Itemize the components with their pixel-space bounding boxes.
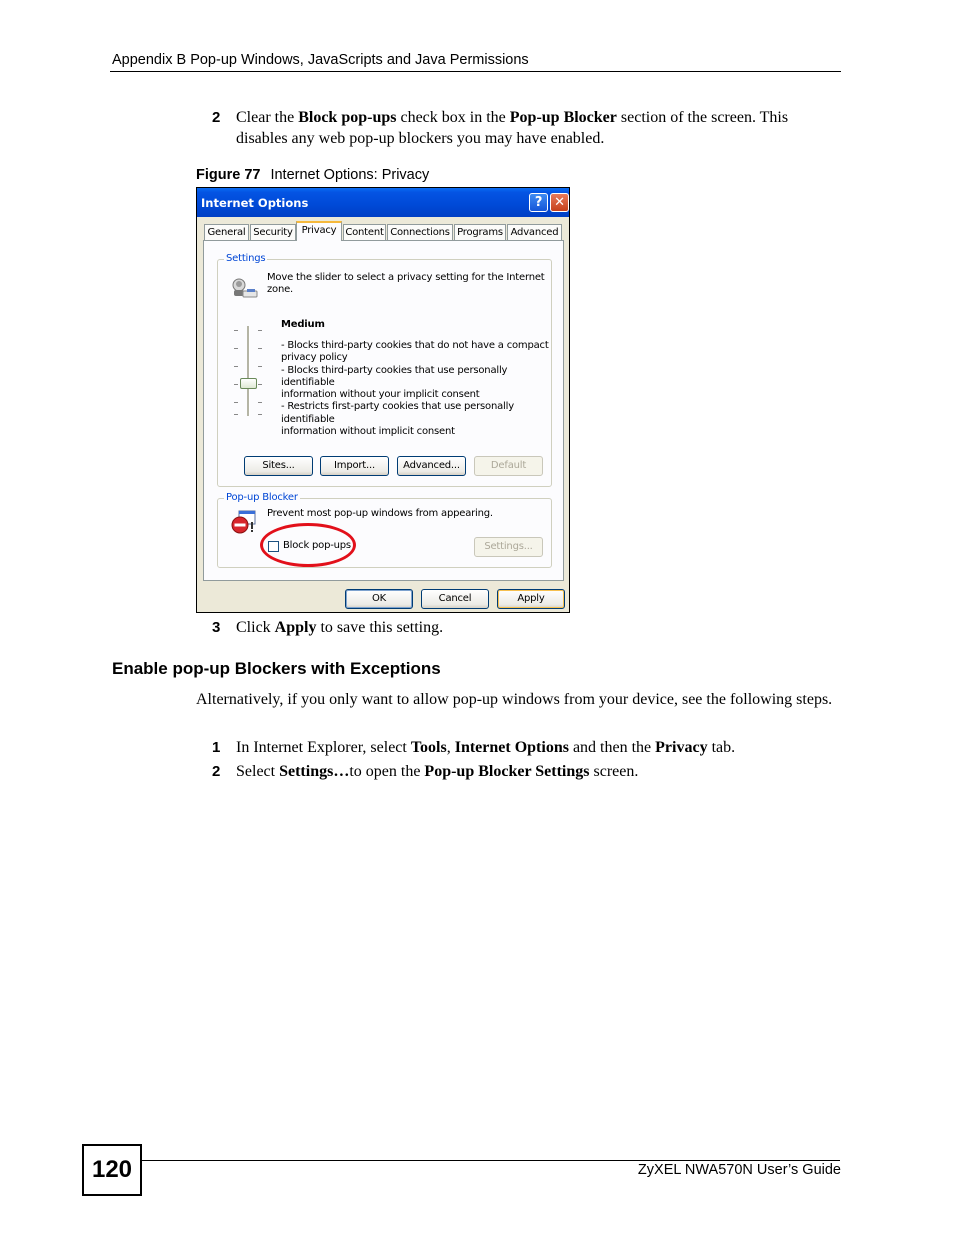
title-bar <box>197 188 569 217</box>
privacy-zone-icon <box>230 276 260 300</box>
cancel-button[interactable]: Cancel <box>421 589 489 609</box>
page-number: 120 <box>82 1144 142 1196</box>
figure-title: Internet Options: Privacy <box>270 167 430 183</box>
intro-paragraph: Alternatively, if you only want to allow pop-up windows from your device, see the following steps. <box>196 691 833 708</box>
apply-button[interactable]: Apply <box>497 589 565 609</box>
guide-title: ZyXEL NWA570N User’s Guide <box>637 1162 841 1178</box>
block-popups-label[interactable]: Block pop-ups <box>283 540 351 551</box>
running-header: Appendix B Pop-up Windows, JavaScripts and Java Permissions <box>112 52 529 68</box>
settings-group-label: Settings <box>226 253 266 264</box>
privacy-level-description: - Blocks third-party cookies that do not have a compact privacy policy - Blocks third-party cookies that use personally identifiable information without your implicit consent - Restricts first-party cookies that use personally identifiable information without implicit consent <box>281 340 549 438</box>
import-button[interactable]: Import... <box>320 456 389 476</box>
advanced-button[interactable]: Advanced... <box>397 456 466 476</box>
slider-track <box>247 326 250 416</box>
popup-blocker-group-label: Pop-up Blocker <box>226 492 298 503</box>
step-text: In Internet Explorer, select Tools, Internet Options and then the Privacy tab. <box>236 739 736 756</box>
section-heading: Enable pop-up Blockers with Exceptions <box>112 659 441 678</box>
step-text: Select Settings…to open the Pop-up Blocker Settings screen. <box>236 763 639 780</box>
step-number: 1 <box>212 739 221 756</box>
figure-label: Figure 77 <box>196 167 261 183</box>
help-icon[interactable]: ? <box>529 193 548 212</box>
header-rule <box>110 71 841 72</box>
step-text: Click Apply to save this setting. <box>236 619 444 636</box>
privacy-tab-panel <box>203 240 564 581</box>
step-2-open-settings <box>212 761 842 783</box>
dialog-title: Internet Options <box>201 196 309 210</box>
tab-connections[interactable]: Connections <box>387 224 453 240</box>
step-3-click-apply <box>212 617 842 639</box>
sites-button[interactable]: Sites... <box>244 456 313 476</box>
slider-thumb[interactable] <box>240 378 257 389</box>
tab-privacy[interactable]: Privacy <box>296 221 342 241</box>
popup-settings-button[interactable]: Settings... <box>474 537 543 557</box>
step-number: 2 <box>212 763 221 780</box>
privacy-level-name: Medium <box>281 319 325 330</box>
footer-rule <box>140 1160 840 1161</box>
settings-group <box>217 253 552 487</box>
step-2-clear-checkbox <box>212 107 842 151</box>
slider-instruction: Move the slider to select a privacy setting for the Internet zone. <box>267 272 545 296</box>
figure-caption <box>196 167 429 183</box>
step-number: 3 <box>212 619 221 636</box>
step-1-open-privacy-tab <box>212 737 842 759</box>
popup-blocker-description: Prevent most pop-up windows from appearing. <box>267 508 493 519</box>
close-icon[interactable]: ✕ <box>550 193 569 212</box>
privacy-level-slider[interactable] <box>232 324 266 420</box>
tab-advanced[interactable]: Advanced <box>507 224 562 240</box>
popup-blocker-icon <box>230 509 258 537</box>
tab-general[interactable]: General <box>204 224 249 240</box>
tab-content[interactable]: Content <box>343 224 386 240</box>
ok-button[interactable]: OK <box>345 589 413 609</box>
step-text: Clear the Block pop-ups check box in the Pop-up Blocker section of the screen. This disables any web pop-up blockers you may have enabled. <box>236 109 789 147</box>
tab-security[interactable]: Security <box>250 224 296 240</box>
internet-options-dialog <box>196 187 570 613</box>
tab-programs[interactable]: Programs <box>454 224 506 240</box>
default-button[interactable]: Default <box>474 456 543 476</box>
highlight-oval <box>260 523 356 567</box>
step-number: 2 <box>212 109 221 126</box>
